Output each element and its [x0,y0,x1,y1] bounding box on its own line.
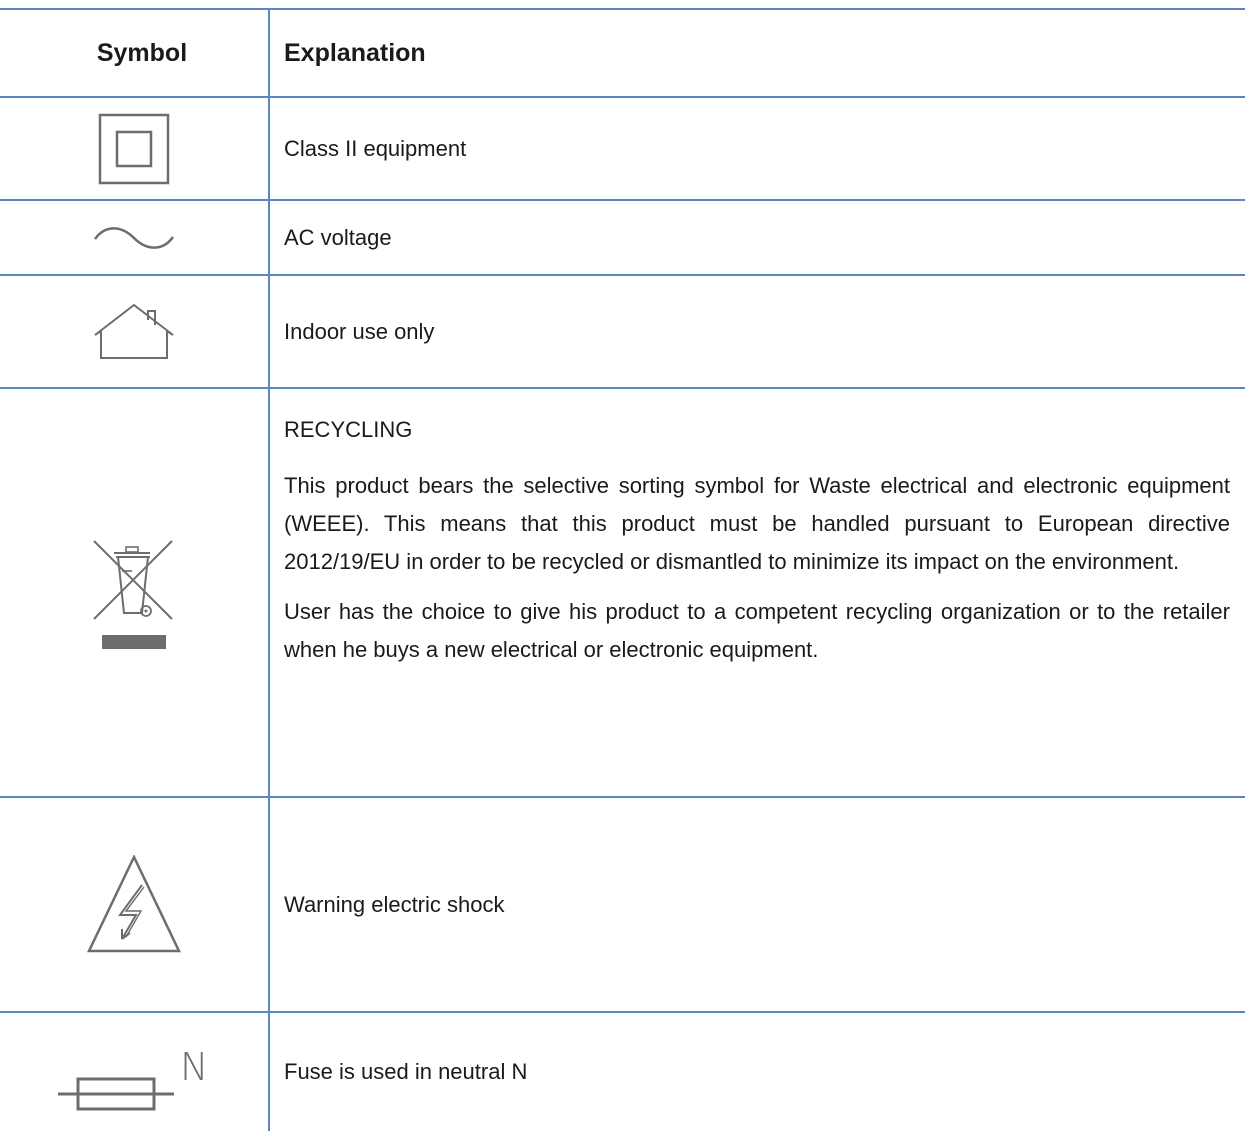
header-symbol: Symbol [96,38,188,67]
recycling-paragraph: This product bears the selective sorting symbol for Waste electrical and electronic equipment (WEEE). This means that this product must be handled pursuant to European directive 2012/19/EU in order to be recycled or dismantled to minimize its impact on the environment. [284,473,1230,574]
fuse-neutral-label: N [180,1045,209,1089]
electric-shock-warning-icon [86,855,182,955]
ac-voltage-sine-wave-icon [93,223,175,253]
row-explanation: Fuse is used in neutral N [284,1059,528,1084]
row-explanation: AC voltage [284,224,392,250]
table-row [0,798,1245,1011]
table-row [0,98,1245,199]
header-explanation: Explanation [284,39,426,67]
fuse-neutral-icon [52,1040,216,1120]
row-explanation: Indoor use only [284,318,435,344]
recycling-paragraph: User has the choice to give his product to a competent recycling organization or to the retailer when he buys a new electrical or electronic equipment. [284,599,1230,662]
table-row [0,1013,1245,1131]
table-header-row [0,10,1245,96]
recycling-title: RECYCLING [284,417,413,442]
row-explanation: Class II equipment [284,135,467,161]
table-row [0,201,1245,274]
table-row [0,276,1245,387]
indoor-house-icon [93,303,175,361]
class-ii-double-square-icon [98,113,170,185]
row-explanation: Warning electric shock [284,891,505,917]
weee-crossed-bin-icon [92,535,176,651]
table-row [0,389,1245,796]
